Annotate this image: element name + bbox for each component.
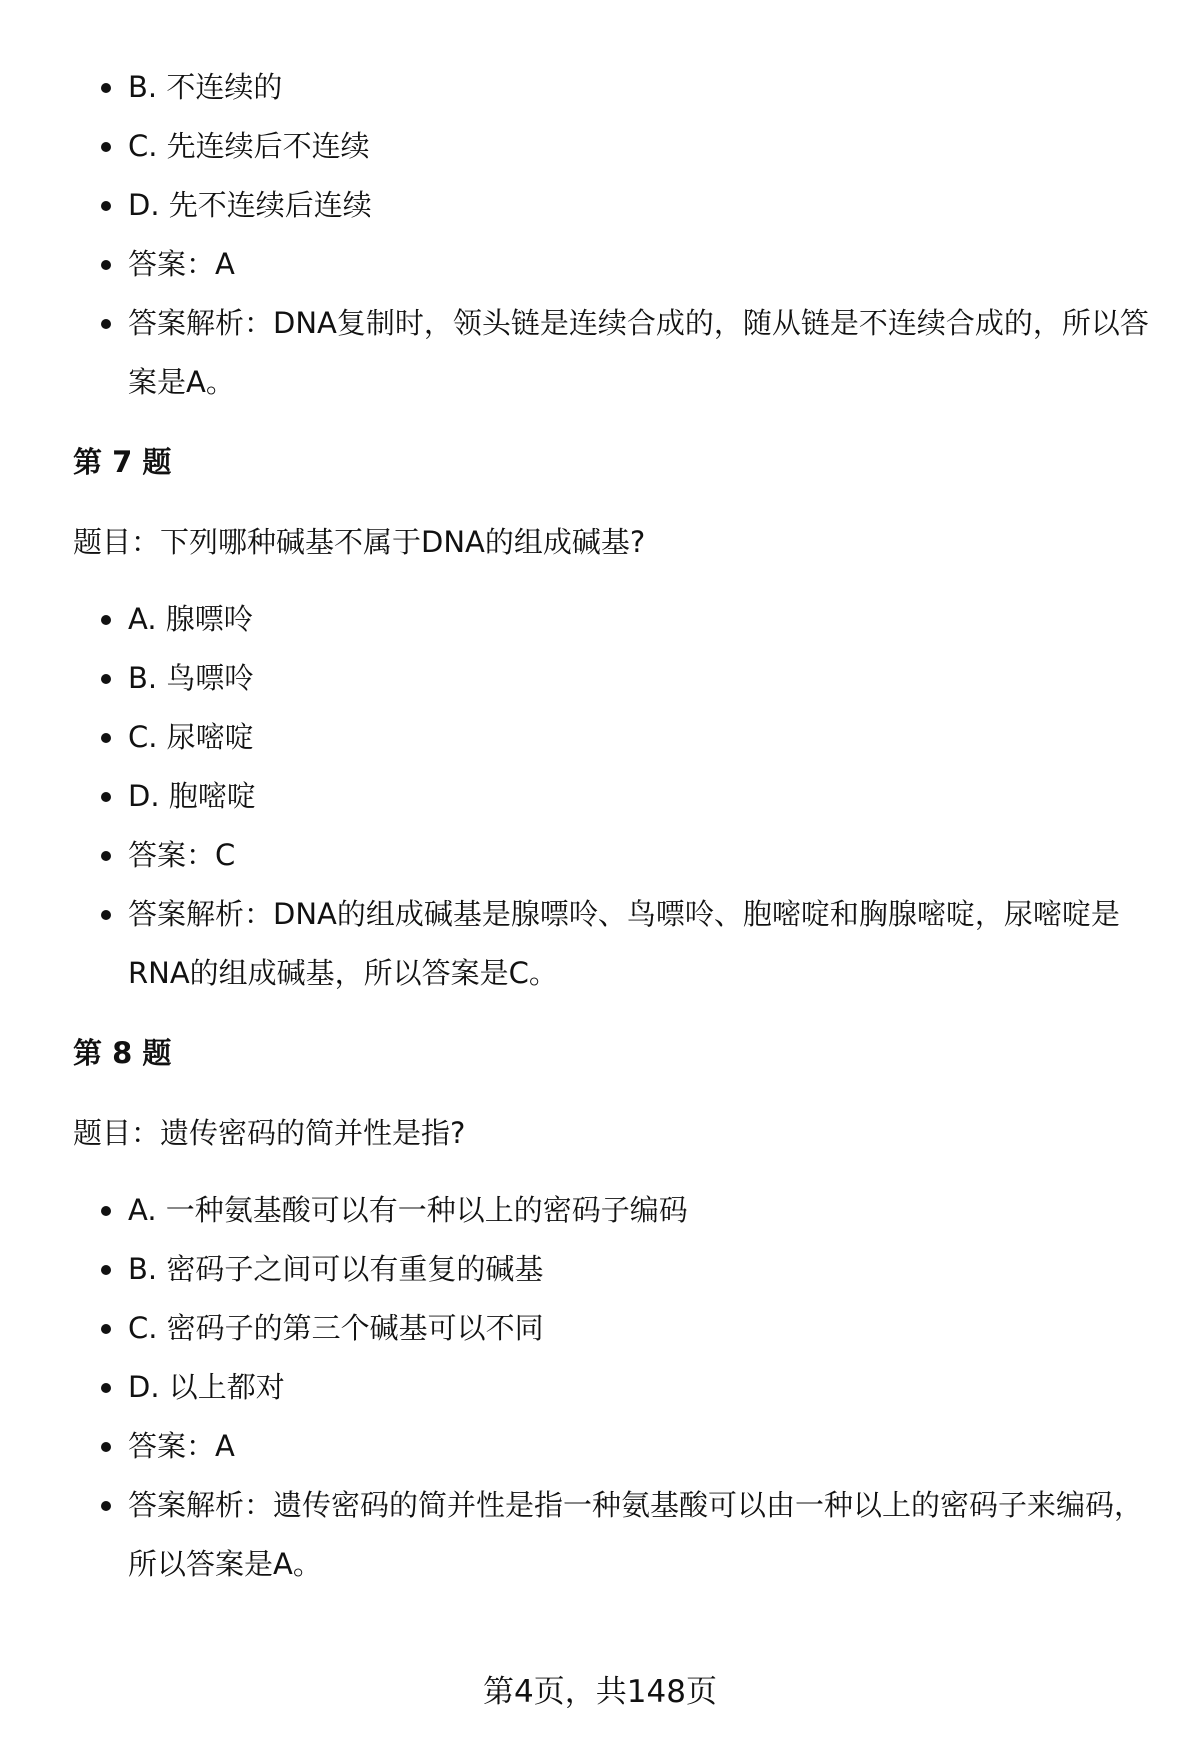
list-item: B. 鸟嘌呤 (73, 649, 1153, 708)
list-item: C. 先连续后不连续 (73, 117, 1153, 176)
question-8-heading: 第 8 题 (73, 1036, 172, 1070)
list-item: A. 一种氨基酸可以有一种以上的密码子编码 (73, 1181, 1153, 1240)
explanation-item: 答案解析：DNA复制时，领头链是连续合成的，随从链是不连续合成的，所以答案是A。 (73, 294, 1153, 412)
question-7-stem: 题目：下列哪种碱基不属于DNA的组成碱基? (73, 525, 646, 559)
question-8-stem: 题目：遗传密码的简并性是指? (73, 1116, 466, 1150)
question-7-heading: 第 7 题 (73, 445, 172, 479)
question-7-list (73, 590, 1153, 1003)
page-content (73, 58, 1153, 1594)
list-item: C. 密码子的第三个碱基可以不同 (73, 1299, 1153, 1358)
list-item: D. 先不连续后连续 (73, 176, 1153, 235)
list-item: C. 尿嘧啶 (73, 708, 1153, 767)
answer-item: 答案：A (73, 235, 1153, 294)
answer-item: 答案：C (73, 826, 1153, 885)
question-8-list (73, 1181, 1153, 1594)
prev-question-list (73, 58, 1153, 412)
list-item: B. 不连续的 (73, 58, 1153, 117)
list-item: D. 以上都对 (73, 1358, 1153, 1417)
list-item: A. 腺嘌呤 (73, 590, 1153, 649)
answer-item: 答案：A (73, 1417, 1153, 1476)
explanation-item: 答案解析：遗传密码的简并性是指一种氨基酸可以由一种以上的密码子来编码，所以答案是A。 (73, 1476, 1153, 1594)
list-item: D. 胞嘧啶 (73, 767, 1153, 826)
page-number: 第4页，共148页 (483, 1674, 717, 1710)
explanation-item: 答案解析：DNA的组成碱基是腺嘌呤、鸟嘌呤、胞嘧啶和胸腺嘧啶，尿嘧啶是RNA的组成碱基，所以答案是C。 (73, 885, 1153, 1003)
list-item: B. 密码子之间可以有重复的碱基 (73, 1240, 1153, 1299)
